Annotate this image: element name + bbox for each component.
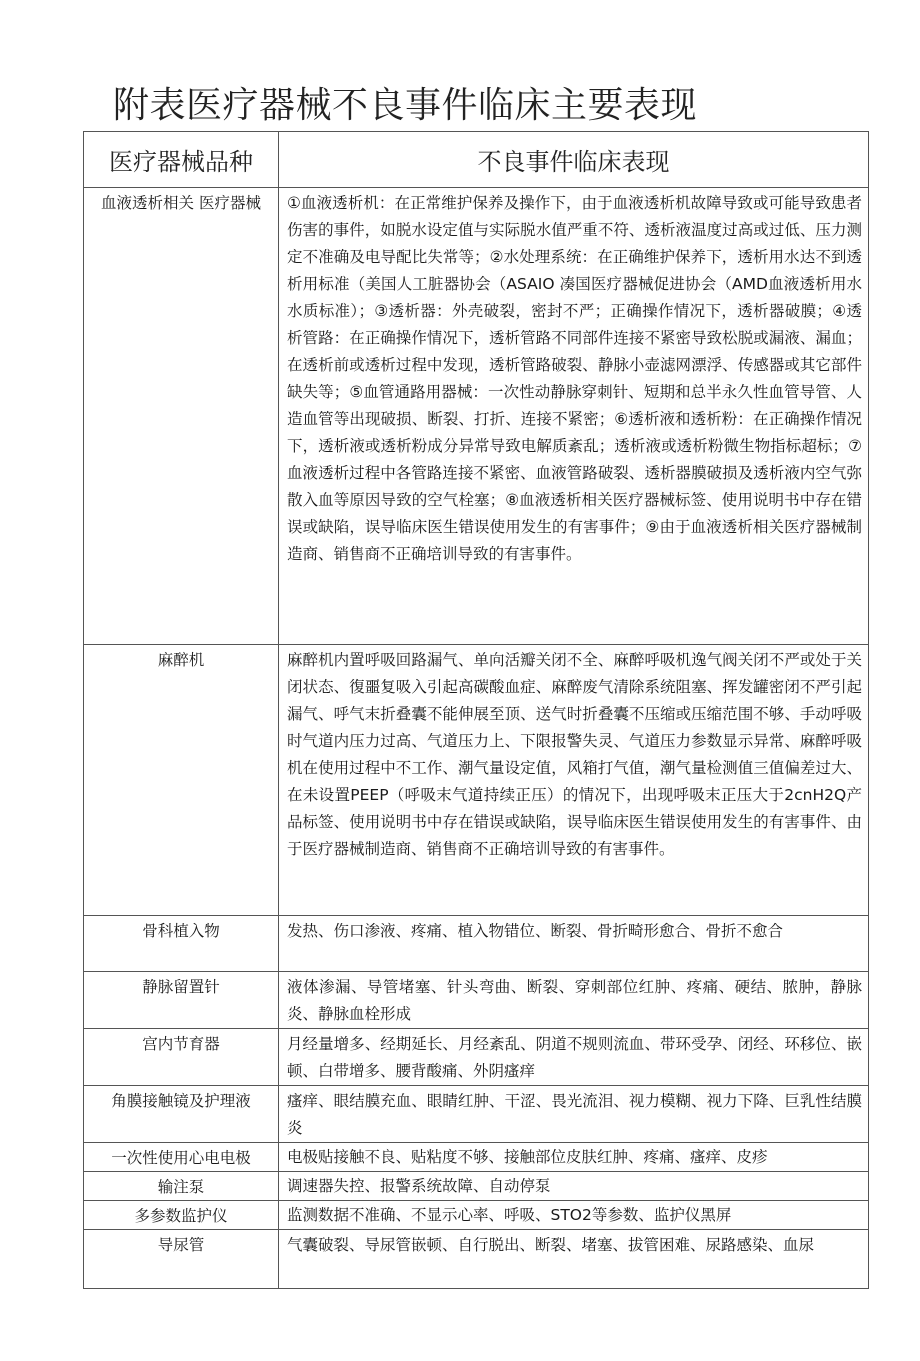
manifestation-cell: 瘙痒、眼结膜充血、眼睛红肿、干涩、畏光流泪、视力模糊、视力下降、巨乳性结膜炎: [279, 1086, 869, 1143]
manifestation-cell: 麻醉机内置呼吸回路漏气、单向活瓣关闭不全、麻醉呼吸机逸气阀关闭不严或处于关闭状态、復噩复吸入引起高碳酸血症、麻醉废气清除系统阻塞、挥发罐密闭不严引起漏气、呼气末折叠囊不能伸展至顶、送气时折叠囊不压缩或压缩范围不够、手动呼吸时气道内压力过高、气道压力上、下限报警失灵、气道压力参数显示异常、麻醉呼吸机在使用过程中不工作、潮气量设定值，风箱打气值，潮气量检测值三值偏差过大、在未设置PEEP（呼吸末气道持续正压）的情况下，出现呼吸末正压大于2cnH2Q产品标签、使用说明书中存在错误或缺陷，误导临床医生错误使用发生的有害事件、由于医疗器械制造商、销售商不正确培训导致的有害事件。: [279, 645, 869, 916]
device-type-cell: 导尿管: [84, 1230, 279, 1289]
device-type-cell: 骨科植入物: [84, 916, 279, 972]
table-row: [84, 916, 869, 972]
device-type-cell: 角膜接触镜及护理液: [84, 1086, 279, 1143]
device-type-cell: 多参数监护仪: [84, 1201, 279, 1230]
device-type-cell: 血液透析相关 医疗器械: [84, 188, 279, 645]
manifestation-cell: 监测数据不准确、不显示心率、呼吸、STO2等参数、监护仪黑屏: [279, 1201, 869, 1230]
manifestation-cell: 气囊破裂、导尿管嵌顿、自行脱出、断裂、堵塞、拔管困难、尿路感染、血尿: [279, 1230, 869, 1289]
manifestation-cell: ①血液透析机：在正常维护保养及操作下，由于血液透析机故障导致或可能导致患者伤害的事件，如脱水设定值与实际脱水值严重不符、透析液温度过高或过低、压力测定不准确及电导配比失常等；②水处理系统：在正确维护保养下，透析用水达不到透析用标准（美国人工脏器协会（ASAIO 凑国医疗器械促进协会（AMD血液透析用水水质标准）；③透析器：外壳破裂，密封不严；正确操作情况下，透析器破膜；④透析管路：在正确操作情况下，透析管路不同部件连接不紧密导致松脱或漏液、漏血；在透析前或透析过程中发现，透析管路破裂、静脉小壶滤网漂浮、传感器或其它部件缺失等；⑤血管通路用器械：一次性动静脉穿刺针、短期和总半永久性血管导管、人造血管等出现破损、断裂、打折、连接不紧密；⑥透析液和透析粉：在正确操作情况下，透析液或透析粉成分异常导致电解质紊乱；透析液或透析粉微生物指标超标；⑦血液透析过程中各管路连接不紧密、血液管路破裂、透析器膜破损及透析液内空气弥散入血等原因导致的空气栓塞；⑧血液透析相关医疗器械标签、使用说明书中存在错误或缺陷，误导临床医生错误使用发生的有害事件；⑨由于血液透析相关医疗器械制造商、销售商不正确培训导致的有害事件。: [279, 188, 869, 645]
table-row: [84, 1201, 869, 1230]
manifestation-cell: 调速器失控、报警系统故障、自动停泵: [279, 1172, 869, 1201]
device-type-cell: 麻醉机: [84, 645, 279, 916]
adverse-events-table: [83, 131, 869, 1289]
device-type-cell: 静脉留置针: [84, 972, 279, 1029]
table-row: [84, 188, 869, 645]
table-row: [84, 1172, 869, 1201]
table-row: [84, 1143, 869, 1172]
table-row: [84, 972, 869, 1029]
header-clinical-manifestation: 不良事件临床表现: [279, 132, 869, 188]
manifestation-cell: 发热、伤口渗液、疼痛、植入物错位、断裂、骨折畸形愈合、骨折不愈合: [279, 916, 869, 972]
manifestation-cell: 液体渗漏、导管堵塞、针头弯曲、断裂、穿刺部位红肿、疼痛、硬结、脓肿，静脉炎、静脉血栓形成: [279, 972, 869, 1029]
table-row: [84, 1029, 869, 1086]
manifestation-cell: 电极贴接触不良、贴粘度不够、接触部位皮肤红肿、疼痛、瘙痒、皮疹: [279, 1143, 869, 1172]
device-type-cell: 输注泵: [84, 1172, 279, 1201]
document-title: 附表医疗器械不良事件临床主要表现: [113, 85, 698, 126]
device-type-cell: 一次性使用心电电极: [84, 1143, 279, 1172]
table-row: [84, 1086, 869, 1143]
table-row: [84, 645, 869, 916]
table-header-row: [84, 132, 869, 188]
table-row: [84, 1230, 869, 1289]
device-type-cell: 宫内节育器: [84, 1029, 279, 1086]
manifestation-cell: 月经量增多、经期延长、月经紊乱、阴道不规则流血、带环受孕、闭经、环移位、嵌顿、白带增多、腰背酸痛、外阴瘙痒: [279, 1029, 869, 1086]
header-device-type: 医疗器械品种: [84, 132, 279, 188]
